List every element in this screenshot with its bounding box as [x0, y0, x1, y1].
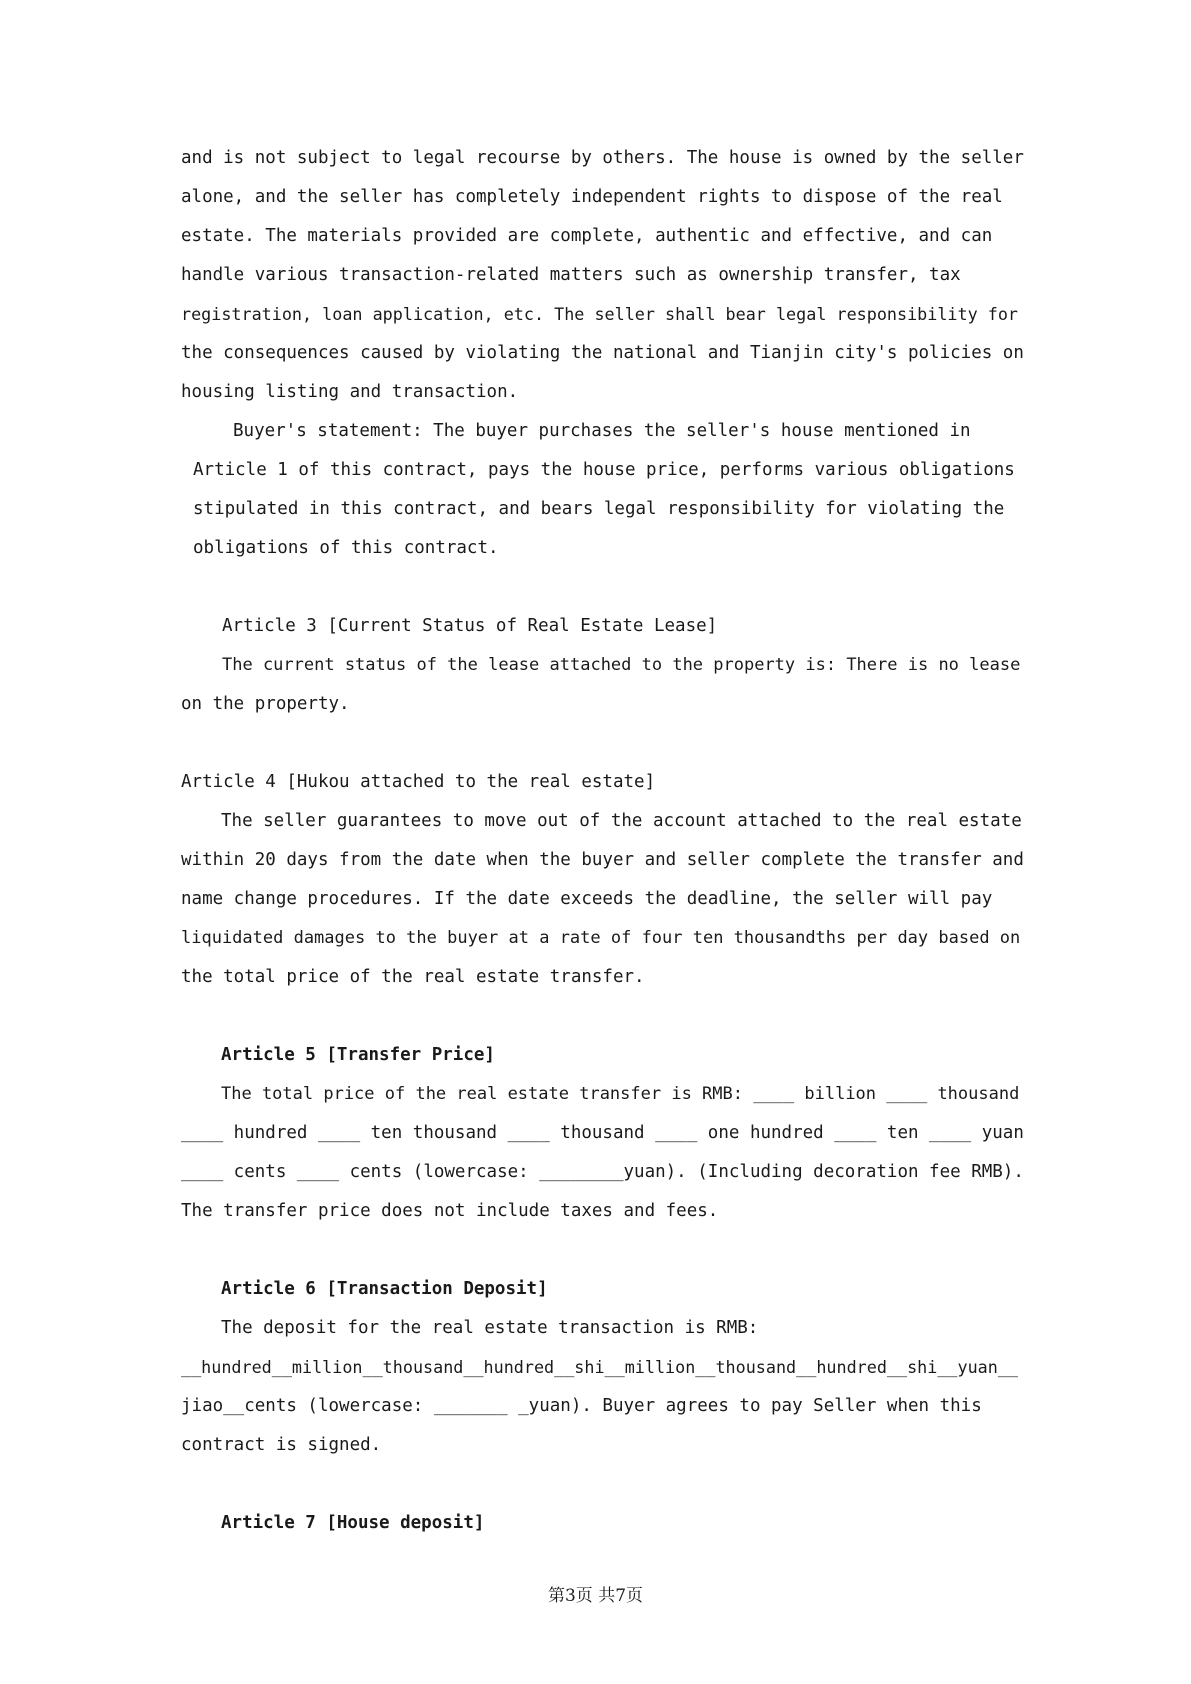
seller-statement-line-4: handle various transaction-related matters such as ownership transfer, tax	[181, 265, 961, 285]
article-4-body-line-5: the total price of the real estate transfer.	[181, 967, 645, 987]
article-5-body-line-4: The transfer price does not include taxes and fees.	[181, 1201, 719, 1221]
buyer-statement-line-4: obligations of this contract.	[193, 538, 499, 558]
buyer-statement-line-2: Article 1 of this contract, pays the house price, performs various obligations	[193, 460, 1015, 480]
article-7-heading: Article 7 [House deposit]	[221, 1513, 485, 1533]
article-3-heading: Article 3 [Current Status of Real Estate Lease]	[222, 616, 718, 636]
article-4-heading: Article 4 [Hukou attached to the real estate]	[181, 772, 656, 792]
seller-statement-line-5: registration, loan application, etc. The seller shall bear legal responsibility for	[181, 304, 1019, 324]
buyer-statement-line-1: Buyer's statement: The buyer purchases the seller's house mentioned in	[233, 421, 971, 441]
article-4-body-line-4: liquidated damages to the buyer at a rate of four ten thousandths per day based on	[181, 928, 1021, 948]
buyer-statement-line-3: stipulated in this contract, and bears legal responsibility for violating the	[193, 499, 1005, 519]
seller-statement-line-6: the consequences caused by violating the national and Tianjin city's policies on	[181, 343, 1024, 363]
article-6-body-line-1: The deposit for the real estate transaction is RMB:	[221, 1318, 759, 1338]
seller-statement-line-7: housing listing and transaction.	[181, 382, 519, 402]
article-4-body-line-2: within 20 days from the date when the buyer and seller complete the transfer and	[181, 850, 1024, 870]
article-5-body-line-2: ____ hundred ____ ten thousand ____ thousand ____ one hundred ____ ten ____ yuan	[181, 1123, 1024, 1143]
article-5-body-line-1: The total price of the real estate transfer is RMB: ____ billion ____ thousand	[221, 1084, 1020, 1104]
seller-statement-line-3: estate. The materials provided are complete, authentic and effective, and can	[181, 226, 993, 246]
article-3-body-line-2: on the property.	[181, 694, 350, 714]
article-5-body-line-3: ____ cents ____ cents (lowercase: ________yuan). (Including decoration fee RMB).	[181, 1162, 1024, 1182]
article-3-body-line-1: The current status of the lease attached to the property is: There is no lease	[222, 655, 1021, 675]
article-4-body-line-3: name change procedures. If the date exceeds the deadline, the seller will pay	[181, 889, 993, 909]
article-6-body-line-4: contract is signed.	[181, 1435, 382, 1455]
article-5-heading: Article 5 [Transfer Price]	[221, 1045, 495, 1065]
article-6-body-line-3: jiao__cents (lowercase: _______ _yuan). Buyer agrees to pay Seller when this	[181, 1396, 982, 1416]
article-6-body-line-2: __hundred__million__thousand__hundred__shi__million__thousand__hundred__shi__yuan__	[181, 1357, 1019, 1377]
seller-statement-line-2: alone, and the seller has completely independent rights to dispose of the real	[181, 187, 1003, 207]
article-4-body-line-1: The seller guarantees to move out of the account attached to the real estate	[221, 811, 1022, 831]
page-number-footer: 第3页 共7页	[547, 1586, 644, 1606]
article-6-heading: Article 6 [Transaction Deposit]	[221, 1279, 548, 1299]
seller-statement-line-1: and is not subject to legal recourse by others. The house is owned by the seller	[181, 148, 1024, 168]
